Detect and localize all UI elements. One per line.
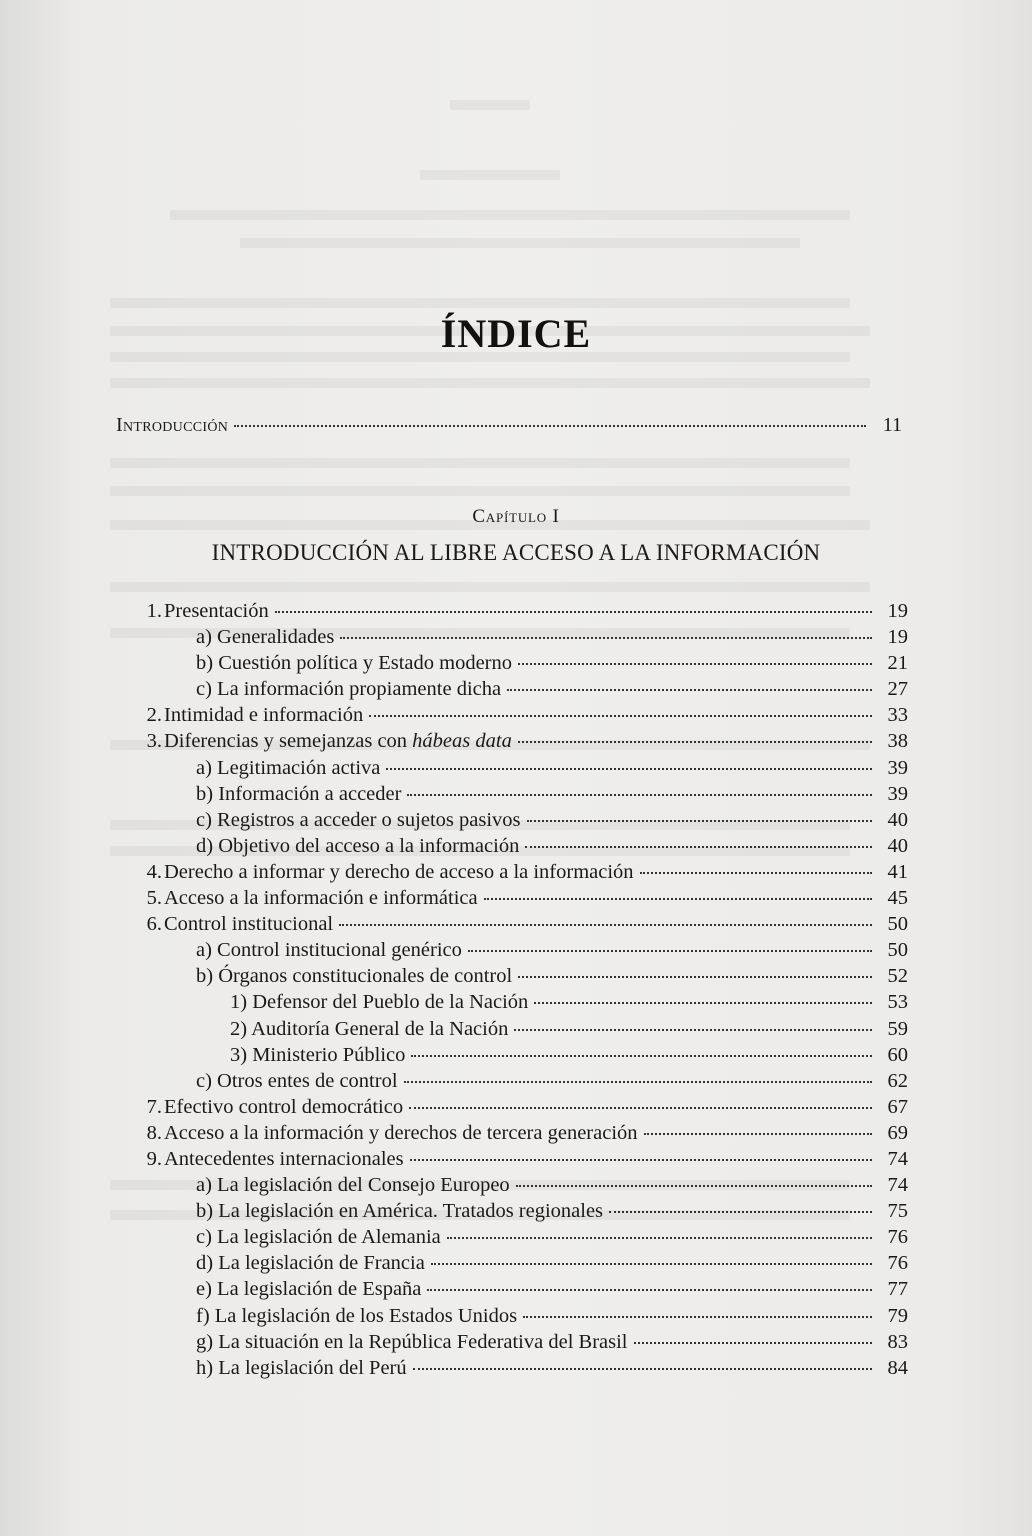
toc-entry-title: Diferencias y semejanzas con hábeas data <box>164 730 512 753</box>
toc-entry[interactable] <box>130 1200 908 1226</box>
toc-entry-page-number: 59 <box>887 1017 908 1040</box>
toc-entry-number: 5. <box>146 887 162 910</box>
toc-entry-page-number: 76 <box>887 1226 908 1249</box>
toc-entry-number: 3. <box>146 730 162 753</box>
toc-entry[interactable] <box>130 704 908 730</box>
toc-entry-page-number: 69 <box>887 1121 908 1144</box>
toc-entry[interactable] <box>130 861 908 887</box>
toc-entry[interactable] <box>130 1122 908 1148</box>
toc-entry-title: a) Control institucional genérico <box>196 939 462 962</box>
toc-entry-title: a) Legitimación activa <box>196 756 381 779</box>
toc-entry-number: 9. <box>146 1147 162 1170</box>
toc-entry[interactable] <box>130 887 908 913</box>
toc-entry-title: f) La legislación de los Estados Unidos <box>196 1304 518 1327</box>
toc-entry-page-number: 53 <box>887 991 908 1014</box>
toc-entry-title: Efectivo control democrático <box>164 1095 404 1118</box>
leader-dots <box>523 1315 872 1318</box>
toc-entry-page-number: 50 <box>887 913 908 936</box>
toc-entry[interactable] <box>130 626 908 652</box>
toc-entry[interactable] <box>130 913 908 939</box>
table-of-contents <box>130 600 908 1383</box>
toc-entry-number: 4. <box>146 860 162 883</box>
toc-entry[interactable] <box>130 1148 908 1174</box>
toc-entry-page-number: 33 <box>887 704 908 727</box>
toc-entry-title: 2) Auditoría General de la Nación <box>230 1017 509 1040</box>
toc-entry[interactable] <box>130 652 908 678</box>
toc-entry-page-number: 50 <box>887 939 908 962</box>
toc-entry[interactable] <box>130 1331 908 1357</box>
toc-entry[interactable] <box>130 965 908 991</box>
leader-dots <box>507 688 872 691</box>
leader-dots <box>339 923 872 926</box>
leader-dots <box>234 424 866 427</box>
toc-entry[interactable] <box>130 1252 908 1278</box>
leader-dots <box>340 636 872 639</box>
toc-entry-page-number: 52 <box>887 965 908 988</box>
leader-dots <box>484 897 872 900</box>
leader-dots <box>427 1288 872 1291</box>
toc-entry-page-number: 75 <box>887 1200 908 1223</box>
toc-entry-page-number: 21 <box>887 652 908 675</box>
toc-entry[interactable] <box>130 1278 908 1304</box>
leader-dots <box>468 949 872 952</box>
toc-entry-page-number: 84 <box>887 1356 908 1379</box>
toc-entry-title: Derecho a informar y derecho de acceso a la información <box>164 860 634 883</box>
page-title: ÍNDICE <box>440 311 592 356</box>
toc-entry[interactable] <box>130 783 908 809</box>
leader-dots <box>514 1028 872 1031</box>
toc-introduction-entry[interactable] <box>116 414 902 437</box>
leader-dots <box>640 871 872 874</box>
toc-entry-number: 1. <box>146 600 162 622</box>
toc-entry[interactable] <box>130 991 908 1017</box>
chapter-title: INTRODUCCIÓN AL LIBRE ACCESO A LA INFORMACIÓN <box>211 540 821 565</box>
leader-dots <box>534 1001 872 1004</box>
toc-entry-page-number: 79 <box>887 1304 908 1327</box>
toc-entry[interactable] <box>130 835 908 861</box>
leader-dots <box>410 1158 872 1161</box>
toc-entry-page-number: 62 <box>887 1069 908 1092</box>
toc-entry[interactable] <box>130 757 908 783</box>
toc-entry[interactable] <box>130 678 908 704</box>
toc-entry-title: Acceso a la información e informática <box>164 887 478 910</box>
toc-entry-title: d) La legislación de Francia <box>196 1252 425 1275</box>
toc-entry-title: g) La situación en la República Federativa del Brasil <box>196 1330 628 1353</box>
toc-entry-page-number: 41 <box>887 860 908 883</box>
toc-entry-title: 1) Defensor del Pueblo de la Nación <box>230 991 529 1014</box>
toc-entry-page-number: 74 <box>887 1174 908 1197</box>
leader-dots <box>518 740 872 743</box>
toc-entry-title: c) La legislación de Alemania <box>196 1226 441 1249</box>
leader-dots <box>525 845 872 848</box>
toc-entry[interactable] <box>130 1357 908 1383</box>
toc-entry-page-number: 74 <box>887 1147 908 1170</box>
toc-entry-title: c) La información propiamente dicha <box>196 678 502 701</box>
toc-entry-title: h) La legislación del Perú <box>196 1356 407 1379</box>
toc-entry-title: Acceso a la información y derechos de tercera generación <box>164 1121 638 1144</box>
toc-entry-page-number: 67 <box>887 1095 908 1118</box>
toc-entry-title: c) Otros entes de control <box>196 1069 398 1092</box>
toc-entry-page-number: 83 <box>887 1330 908 1353</box>
toc-entry-title: Presentación <box>164 600 269 622</box>
toc-entry-number: 2. <box>146 704 162 727</box>
leader-dots <box>516 1184 872 1187</box>
leader-dots <box>447 1236 872 1239</box>
toc-entry-title: 3) Ministerio Público <box>230 1043 406 1066</box>
leader-dots <box>518 662 872 665</box>
toc-entry-title: Control institucional <box>164 913 334 936</box>
toc-entry-page-number: 39 <box>887 756 908 779</box>
toc-entry-title: b) Órganos constitucionales de control <box>196 965 513 988</box>
toc-entry[interactable] <box>130 1174 908 1200</box>
toc-entry[interactable] <box>130 1018 908 1044</box>
toc-entry-page-number: 60 <box>887 1043 908 1066</box>
toc-entry-page-number: 40 <box>887 834 908 857</box>
toc-entry-title: b) La legislación en América. Tratados regionales <box>196 1200 604 1223</box>
toc-entry-title: a) La legislación del Consejo Europeo <box>196 1174 510 1197</box>
leader-dots <box>407 793 872 796</box>
toc-entry-page-number: 38 <box>887 730 908 753</box>
toc-entry-number: 6. <box>146 913 162 936</box>
toc-entry-page-number: 76 <box>887 1252 908 1275</box>
leader-dots <box>275 610 872 613</box>
leader-dots <box>527 819 873 822</box>
leader-dots <box>431 1262 872 1265</box>
leader-dots <box>369 714 872 717</box>
toc-entry[interactable] <box>130 939 908 965</box>
leader-dots <box>386 767 872 770</box>
toc-entry[interactable] <box>130 600 908 626</box>
toc-entry[interactable] <box>130 1226 908 1252</box>
chapter-label: Capítulo I <box>472 506 560 527</box>
toc-entry-number: 7. <box>146 1095 162 1118</box>
toc-entry[interactable] <box>130 1096 908 1122</box>
toc-entry-title: b) Cuestión política y Estado moderno <box>196 652 512 675</box>
leader-dots <box>609 1210 872 1213</box>
toc-entry[interactable] <box>130 1070 908 1096</box>
introduction-page-number: 11 <box>882 414 902 436</box>
leader-dots <box>634 1341 873 1344</box>
leader-dots <box>409 1106 872 1109</box>
toc-entry-title: b) Información a acceder <box>196 782 402 805</box>
toc-entry-page-number: 77 <box>887 1278 908 1301</box>
leader-dots <box>404 1080 872 1083</box>
toc-entry-title: e) La legislación de España <box>196 1278 422 1301</box>
toc-entry-page-number: 40 <box>887 808 908 831</box>
toc-entry-title: Intimidad e información <box>164 704 364 727</box>
toc-entry-page-number: 27 <box>887 678 908 701</box>
toc-entry-page-number: 45 <box>887 887 908 910</box>
toc-entry[interactable] <box>130 1305 908 1331</box>
leader-dots <box>518 975 872 978</box>
toc-entry-number: 8. <box>146 1121 162 1144</box>
leader-dots <box>644 1132 872 1135</box>
toc-entry[interactable] <box>130 809 908 835</box>
introduction-label: Introducción <box>116 414 229 436</box>
toc-entry-page-number: 39 <box>887 782 908 805</box>
toc-entry[interactable] <box>130 730 908 756</box>
toc-entry-title: Antecedentes internacionales <box>164 1147 404 1170</box>
leader-dots <box>413 1367 872 1370</box>
toc-entry-page-number: 19 <box>887 600 908 622</box>
toc-entry-title: a) Generalidades <box>196 626 335 649</box>
toc-entry-title: d) Objetivo del acceso a la información <box>196 834 520 857</box>
toc-entry[interactable] <box>130 1044 908 1070</box>
leader-dots <box>411 1054 872 1057</box>
toc-entry-title: c) Registros a acceder o sujetos pasivos <box>196 808 521 831</box>
toc-entry-page-number: 19 <box>887 626 908 649</box>
